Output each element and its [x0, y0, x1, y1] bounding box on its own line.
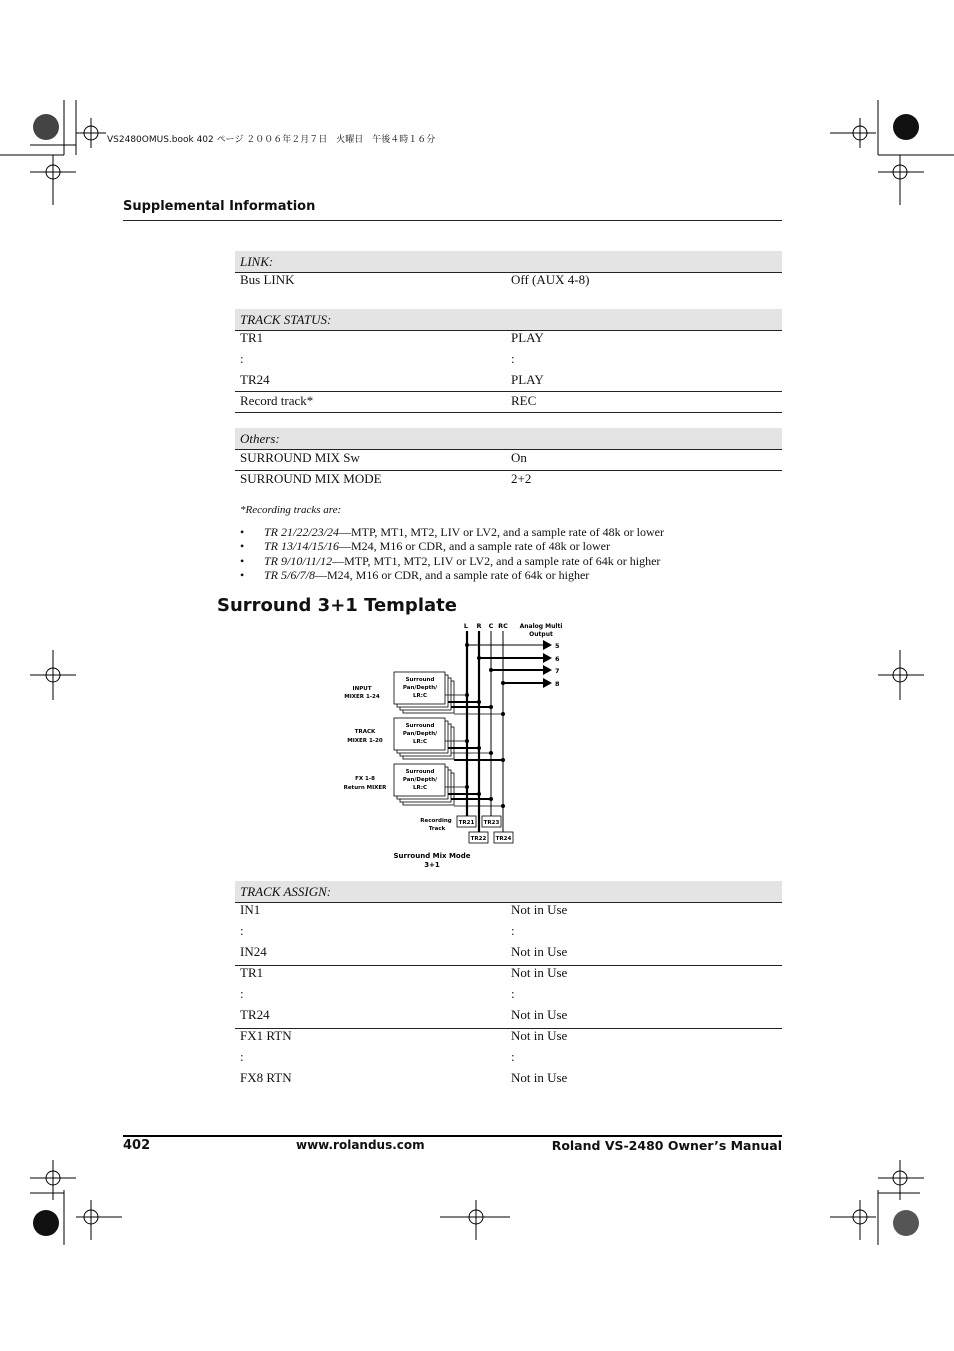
- mixer-group: [344, 764, 505, 808]
- output-label: 7: [555, 667, 560, 675]
- svg-text:Pan/Depth/: Pan/Depth/: [402, 685, 438, 691]
- table-row: TR1 Not in Use: [240, 965, 568, 980]
- recording-note: *Recording tracks are:: [240, 504, 342, 516]
- svg-text:FX 1-8: FX 1-8: [355, 776, 375, 782]
- table-row: : :: [240, 986, 515, 1001]
- svg-text:Pan/Depth/: Pan/Depth/: [402, 777, 438, 783]
- svg-text:3+1: 3+1: [424, 861, 440, 869]
- table-row: FX8 RTN Not in Use: [240, 1070, 568, 1085]
- track-status-header: TRACK STATUS:: [235, 309, 782, 331]
- table-row: : :: [240, 351, 515, 366]
- page-heading: Surround 3+1 Template: [217, 595, 457, 616]
- table-row: FX1 RTN Not in Use: [240, 1028, 568, 1043]
- track-box: TR24: [495, 836, 512, 842]
- output-label: 5: [555, 642, 560, 650]
- svg-text:Surround: Surround: [405, 677, 435, 683]
- track-box: TR23: [483, 820, 500, 826]
- bus-label: RC: [498, 622, 508, 630]
- svg-text:LR:C: LR:C: [413, 739, 427, 745]
- table-row: Record track* REC: [240, 393, 537, 408]
- table-row: TR24 PLAY: [240, 372, 544, 387]
- print-header: VS2480OMUS.book 402 ページ ２００６年２月７日 火曜日 午後４時１６分: [107, 135, 436, 145]
- table-row: IN1 Not in Use: [240, 902, 568, 917]
- bus-label: C: [488, 622, 494, 630]
- svg-text:Surround: Surround: [405, 723, 435, 729]
- link-header: LINK:: [235, 251, 782, 273]
- table-row: SURROUND MIX MODE 2+2: [240, 471, 532, 486]
- table-row: : :: [240, 1049, 515, 1064]
- svg-text:Recording: Recording: [420, 818, 452, 824]
- table-row: SURROUND MIX Sw On: [240, 450, 527, 465]
- track-assign-header: TRACK ASSIGN:: [235, 881, 782, 903]
- bus-label: L: [463, 622, 469, 630]
- footer-rule: [123, 1135, 782, 1137]
- others-header: Others:: [235, 428, 782, 450]
- svg-text:Surround Mix Mode: Surround Mix Mode: [393, 852, 471, 860]
- footer-url[interactable]: www.rolandus.com: [296, 1138, 425, 1152]
- svg-text:Analog Multi: Analog Multi: [519, 623, 563, 630]
- table-row: IN24 Not in Use: [240, 944, 568, 959]
- svg-text:LR:C: LR:C: [413, 693, 427, 699]
- track-box: TR21: [458, 820, 475, 826]
- svg-text:Pan/Depth/: Pan/Depth/: [402, 731, 438, 737]
- manual-title: Roland VS-2480 Owner’s Manual: [551, 1138, 782, 1153]
- table-row: : :: [240, 923, 515, 938]
- svg-text:Track: Track: [428, 826, 446, 832]
- output-label: 8: [555, 680, 560, 688]
- svg-text:Surround: Surround: [405, 769, 435, 775]
- manual-page: VS2480OMUS.book 402 ページ ２００６年２月７日 火曜日 午後４時１６分 Supplemental Information LINK: Bus LINK Off (AUX 4-8) TRACK STATUS: TR1 PLAY : : TR24 PLAY Record track* REC Others: SURROUND MIX Sw On SURROUND MIX MODE 2+2 *Recording tracks are: • TR 21/22/23/24—MTP, MT1, MT2, LIV or LV2, and a sample rate of 48k or lower • TR 13/14/15/16—M24, M16 or CDR, and a sample rate of 48k or lower • TR 9/10/11/12—MTP, MT1, MT2, LIV or LV2, and a sample rate of 64k or higher • TR 5/6/7/8—M24, M16 or CDR, and a sample rate of 64k or higher Surround 3+1 Template L R C RC Analog Multi Output 5 6 7 8 Surround Pan/Depth/ LR:C INPUT MIXER 1-24 Surround Pan/Depth/ LR:C TRACK MIXER 1-20 Surround Pan/Depth/ LR:C FX 1-8 Return MIXER TR21 TR22 TR23 TR24 Recording Track Surround Mix Mode 3+1 TRACK ASSIGN: IN1 Not in Use : : IN24 Not in Use TR1 Not in Use : : TR24 Not in Use FX1 RTN Not in Use : : FX8 RTN Not in Use 402 www.rolandus.com Roland VS-2480 Owner’s Manual: [0, 0, 954, 1351]
- track-box: TR22: [470, 836, 487, 842]
- svg-text:MIXER 1-20: MIXER 1-20: [347, 738, 383, 744]
- table-row: TR1 PLAY: [240, 330, 544, 345]
- svg-text:INPUT: INPUT: [352, 686, 372, 692]
- section-title: Supplemental Information: [123, 199, 316, 214]
- svg-text:MIXER 1-24: MIXER 1-24: [344, 694, 380, 700]
- svg-text:TRACK: TRACK: [354, 729, 376, 735]
- mixer-group: [344, 672, 505, 716]
- mixer-group: [347, 718, 505, 762]
- table-row: TR24 Not in Use: [240, 1007, 568, 1022]
- page-number: 402: [123, 1138, 151, 1153]
- output-label: 6: [555, 655, 560, 663]
- svg-text:Output: Output: [529, 631, 553, 638]
- svg-text:LR:C: LR:C: [413, 785, 427, 791]
- svg-text:Return MIXER: Return MIXER: [343, 785, 387, 791]
- table-row: Bus LINK Off (AUX 4-8): [240, 272, 590, 287]
- bus-label: R: [476, 622, 482, 630]
